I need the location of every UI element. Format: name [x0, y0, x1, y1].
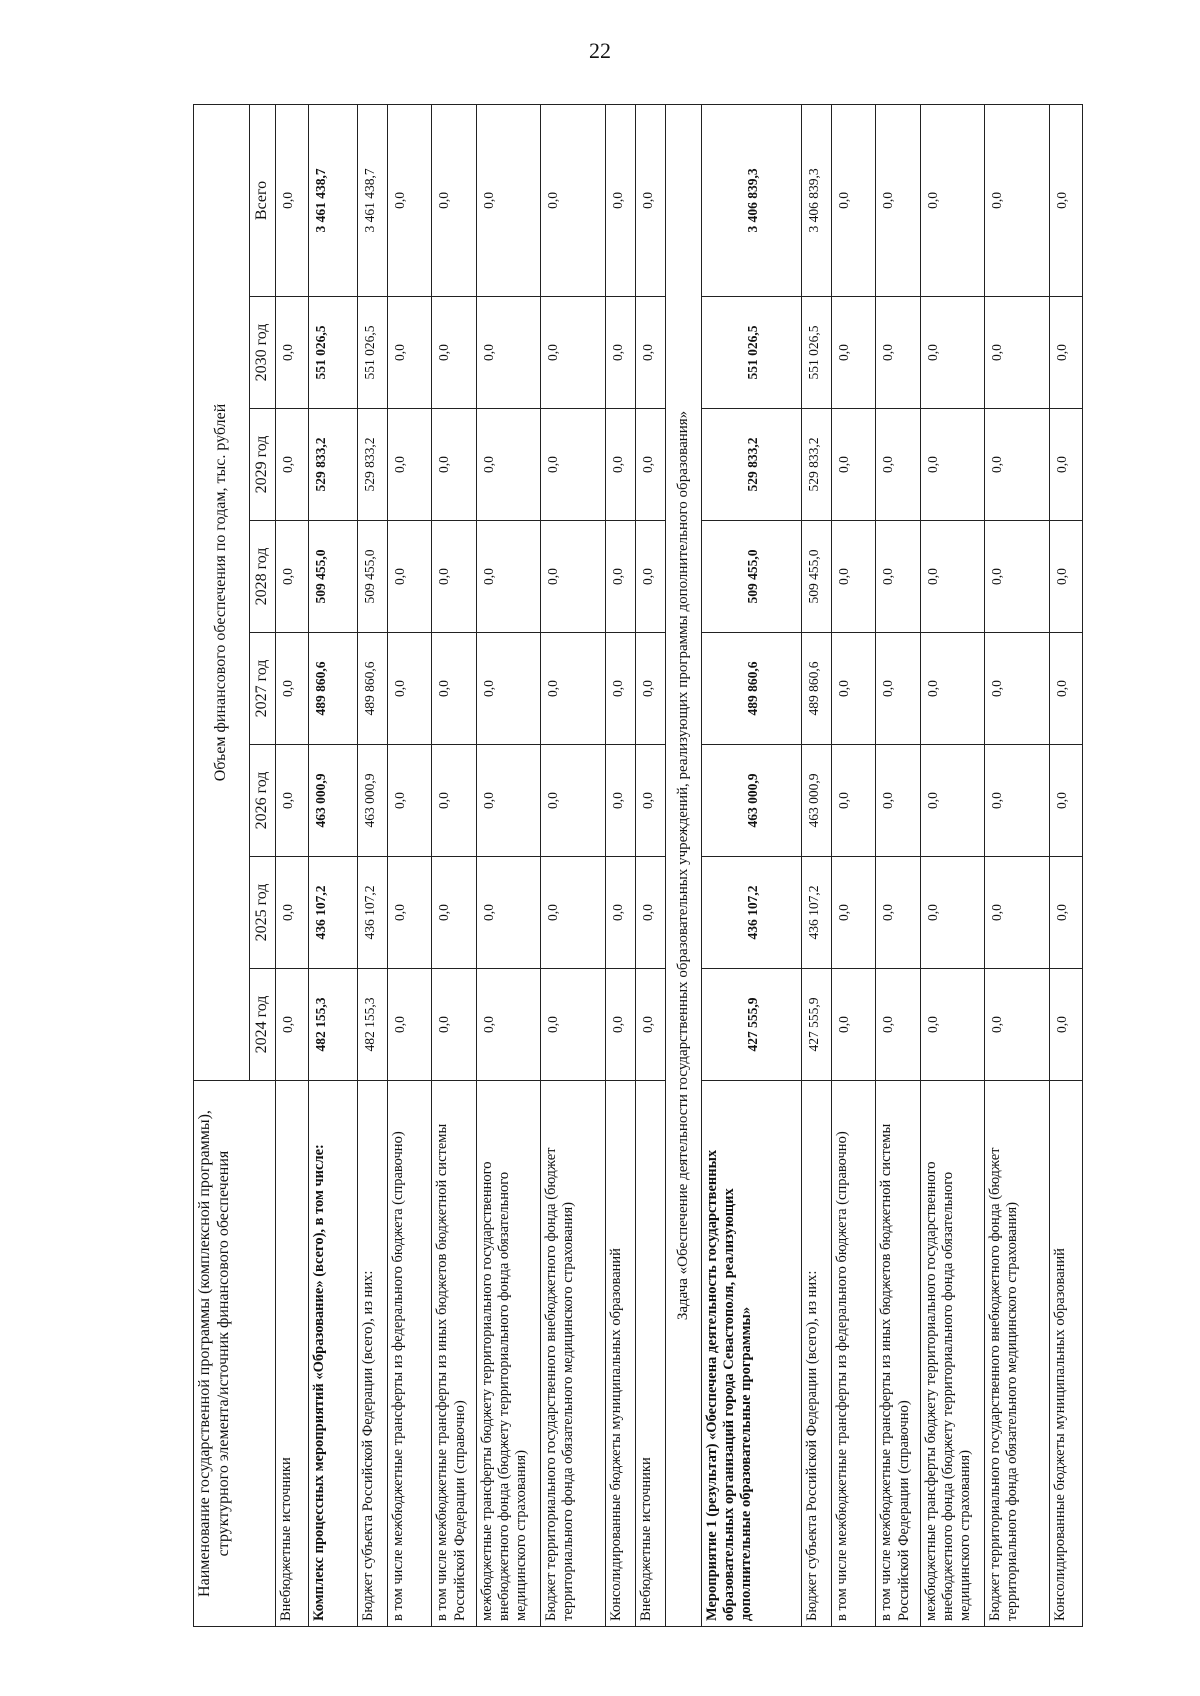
cell-value: 0,0	[605, 104, 635, 296]
table-row	[276, 104, 309, 1626]
row-name: Комплекс процессных мероприятий «Образование» (всего), в том числе:	[309, 1081, 358, 1627]
row-name: межбюджетные трансферты бюджету территориального государственного внебюджетного фонда (бюджету территориального фонда обязательного медицинского страхования)	[920, 1081, 984, 1627]
cell-value: 0,0	[985, 521, 1049, 633]
cell-value: 509 455,0	[309, 521, 358, 633]
header-year: 2025 год	[250, 857, 276, 969]
cell-value: 0,0	[832, 297, 876, 409]
cell-value: 0,0	[1049, 633, 1082, 745]
cell-value: 0,0	[1049, 745, 1082, 857]
table-row	[802, 104, 832, 1626]
cell-value: 0,0	[635, 857, 665, 969]
cell-value: 0,0	[985, 409, 1049, 521]
cell-value: 463 000,9	[702, 745, 802, 857]
table-row	[635, 104, 665, 1626]
row-name: Бюджет территориального государственного внебюджетного фонда (бюджет территориального фонда обязательного медицинского страхования)	[985, 1081, 1049, 1627]
cell-value: 0,0	[1049, 857, 1082, 969]
cell-value: 489 860,6	[358, 633, 388, 745]
cell-value: 482 155,3	[309, 969, 358, 1081]
cell-value: 0,0	[605, 297, 635, 409]
cell-value: 0,0	[920, 104, 984, 296]
cell-value: 0,0	[276, 633, 309, 745]
cell-value: 0,0	[832, 521, 876, 633]
table-row	[432, 104, 476, 1626]
cell-value: 0,0	[541, 857, 605, 969]
cell-value: 0,0	[276, 857, 309, 969]
cell-value: 0,0	[605, 409, 635, 521]
cell-value: 529 833,2	[802, 409, 832, 521]
cell-value: 0,0	[876, 104, 920, 296]
row-name: Консолидированные бюджеты муниципальных образований	[605, 1081, 635, 1627]
header-year: 2029 год	[250, 409, 276, 521]
table-row	[388, 104, 432, 1626]
cell-value: 0,0	[985, 745, 1049, 857]
table-row	[476, 104, 540, 1626]
table-row	[541, 104, 605, 1626]
cell-value: 0,0	[832, 745, 876, 857]
page-number: 22	[589, 38, 611, 63]
cell-value: 0,0	[276, 969, 309, 1081]
row-name: в том числе межбюджетные трансферты из федерального бюджета (справочно)	[388, 1081, 432, 1627]
cell-value: 529 833,2	[309, 409, 358, 521]
row-name: Внебюджетные источники	[635, 1081, 665, 1627]
cell-value: 0,0	[985, 969, 1049, 1081]
cell-value: 0,0	[605, 969, 635, 1081]
rotated-page-content	[193, 105, 1083, 1627]
cell-value: 509 455,0	[358, 521, 388, 633]
task-row	[665, 104, 702, 1626]
cell-value: 509 455,0	[702, 521, 802, 633]
cell-value: 0,0	[541, 521, 605, 633]
cell-value: 0,0	[432, 104, 476, 296]
header-year: 2024 год	[250, 969, 276, 1081]
cell-value: 0,0	[476, 969, 540, 1081]
cell-value: 0,0	[432, 409, 476, 521]
cell-value: 463 000,9	[802, 745, 832, 857]
cell-value: 0,0	[276, 521, 309, 633]
cell-value: 0,0	[476, 521, 540, 633]
cell-value: 0,0	[635, 409, 665, 521]
table-row	[309, 104, 358, 1626]
cell-value: 0,0	[920, 969, 984, 1081]
cell-value: 0,0	[832, 633, 876, 745]
table-row	[702, 104, 802, 1626]
cell-value: 551 026,5	[358, 297, 388, 409]
cell-value: 0,0	[541, 297, 605, 409]
cell-value: 0,0	[476, 745, 540, 857]
cell-value: 0,0	[920, 633, 984, 745]
cell-value: 0,0	[388, 521, 432, 633]
cell-value: 0,0	[432, 521, 476, 633]
header-year: 2028 год	[250, 521, 276, 633]
cell-value: 0,0	[605, 521, 635, 633]
cell-value: 3 461 438,7	[358, 104, 388, 296]
row-name: Внебюджетные источники	[276, 1081, 309, 1627]
row-name: Консолидированные бюджеты муниципальных образований	[1049, 1081, 1082, 1627]
table-row	[1049, 104, 1082, 1626]
table-row	[605, 104, 635, 1626]
cell-value: 0,0	[635, 521, 665, 633]
row-name: в том числе межбюджетные трансферты из иных бюджетов бюджетной системы Российской Федерации (справочно)	[432, 1081, 476, 1627]
cell-value: 0,0	[388, 633, 432, 745]
cell-value: 529 833,2	[358, 409, 388, 521]
cell-value: 482 155,3	[358, 969, 388, 1081]
cell-value: 0,0	[1049, 521, 1082, 633]
table-row	[832, 104, 876, 1626]
header-year: 2027 год	[250, 633, 276, 745]
cell-value: 0,0	[920, 297, 984, 409]
cell-value: 0,0	[985, 857, 1049, 969]
cell-value: 0,0	[432, 745, 476, 857]
cell-value: 0,0	[476, 857, 540, 969]
cell-value: 0,0	[876, 857, 920, 969]
task-title: Задача «Обеспечение деятельности государственных образовательных учреждений, реализующих программы дополнительного образования»	[665, 104, 702, 1626]
cell-value: 0,0	[985, 104, 1049, 296]
cell-value: 0,0	[476, 297, 540, 409]
cell-value: 463 000,9	[309, 745, 358, 857]
cell-value: 0,0	[276, 745, 309, 857]
cell-value: 0,0	[1049, 104, 1082, 296]
cell-value: 0,0	[541, 104, 605, 296]
cell-value: 0,0	[1049, 297, 1082, 409]
cell-value: 0,0	[832, 409, 876, 521]
cell-value: 0,0	[388, 745, 432, 857]
row-name: Бюджет субъекта Российской Федерации (всего), из них:	[358, 1081, 388, 1627]
cell-value: 436 107,2	[309, 857, 358, 969]
cell-value: 0,0	[276, 104, 309, 296]
cell-value: 0,0	[876, 409, 920, 521]
cell-value: 0,0	[832, 104, 876, 296]
cell-value: 551 026,5	[702, 297, 802, 409]
header-year: 2030 год	[250, 297, 276, 409]
table-row	[358, 104, 388, 1626]
cell-value: 0,0	[605, 745, 635, 857]
cell-value: 0,0	[388, 297, 432, 409]
cell-value: 0,0	[432, 857, 476, 969]
cell-value: 0,0	[635, 745, 665, 857]
cell-value: 0,0	[388, 104, 432, 296]
cell-value: 427 555,9	[702, 969, 802, 1081]
cell-value: 0,0	[541, 409, 605, 521]
cell-value: 3 406 839,3	[802, 104, 832, 296]
cell-value: 0,0	[635, 297, 665, 409]
cell-value: 529 833,2	[702, 409, 802, 521]
cell-value: 489 860,6	[702, 633, 802, 745]
row-name: Бюджет субъекта Российской Федерации (всего), из них:	[802, 1081, 832, 1627]
cell-value: 0,0	[432, 969, 476, 1081]
cell-value: 427 555,9	[802, 969, 832, 1081]
table-row	[876, 104, 920, 1626]
table-row	[985, 104, 1049, 1626]
header-name-column: Наименование государственной программы (комплексной программы), структурного элемента/источник финансового обеспечения	[194, 1081, 276, 1627]
cell-value: 0,0	[876, 969, 920, 1081]
table-row	[920, 104, 984, 1626]
cell-value: 0,0	[876, 633, 920, 745]
cell-value: 0,0	[388, 409, 432, 521]
header-year: 2026 год	[250, 745, 276, 857]
cell-value: 0,0	[635, 969, 665, 1081]
cell-value: 0,0	[635, 104, 665, 296]
cell-value: 0,0	[920, 857, 984, 969]
row-name: Бюджет территориального государственного внебюджетного фонда (бюджет территориального фонда обязательного медицинского страхования)	[541, 1081, 605, 1627]
cell-value: 436 107,2	[802, 857, 832, 969]
cell-value: 0,0	[605, 857, 635, 969]
header-volume-group: Объем финансового обеспечения по годам, тыс. рублей	[194, 104, 250, 1080]
row-name: межбюджетные трансферты бюджету территориального государственного внебюджетного фонда (бюджету территориального фонда обязательного медицинского страхования)	[476, 1081, 540, 1627]
cell-value: 0,0	[388, 857, 432, 969]
cell-value: 463 000,9	[358, 745, 388, 857]
cell-value: 0,0	[985, 633, 1049, 745]
cell-value: 489 860,6	[802, 633, 832, 745]
cell-value: 0,0	[876, 745, 920, 857]
cell-value: 0,0	[832, 857, 876, 969]
cell-value: 0,0	[1049, 969, 1082, 1081]
cell-value: 0,0	[920, 745, 984, 857]
cell-value: 0,0	[832, 969, 876, 1081]
cell-value: 0,0	[276, 297, 309, 409]
cell-value: 0,0	[432, 633, 476, 745]
cell-value: 0,0	[1049, 409, 1082, 521]
cell-value: 3 461 438,7	[309, 104, 358, 296]
row-name: Мероприятие 1 (результат) «Обеспечена деятельность государственных образовательных организаций города Севастополя, реализующих дополнительные образовательные программы»	[702, 1081, 802, 1627]
cell-value: 0,0	[432, 297, 476, 409]
cell-value: 0,0	[541, 633, 605, 745]
cell-value: 551 026,5	[309, 297, 358, 409]
cell-value: 436 107,2	[702, 857, 802, 969]
row-name: в том числе межбюджетные трансферты из федерального бюджета (справочно)	[832, 1081, 876, 1627]
cell-value: 0,0	[605, 633, 635, 745]
cell-value: 0,0	[985, 297, 1049, 409]
cell-value: 509 455,0	[802, 521, 832, 633]
financing-table	[193, 104, 1083, 1627]
cell-value: 489 860,6	[309, 633, 358, 745]
cell-value: 0,0	[276, 409, 309, 521]
cell-value: 551 026,5	[802, 297, 832, 409]
cell-value: 0,0	[920, 409, 984, 521]
cell-value: 0,0	[541, 745, 605, 857]
cell-value: 0,0	[476, 409, 540, 521]
cell-value: 3 406 839,3	[702, 104, 802, 296]
cell-value: 0,0	[635, 633, 665, 745]
cell-value: 0,0	[876, 521, 920, 633]
cell-value: 0,0	[541, 969, 605, 1081]
cell-value: 0,0	[476, 633, 540, 745]
cell-value: 436 107,2	[358, 857, 388, 969]
header-year: Всего	[250, 104, 276, 296]
cell-value: 0,0	[476, 104, 540, 296]
row-name: в том числе межбюджетные трансферты из иных бюджетов бюджетной системы Российской Федерации (справочно)	[876, 1081, 920, 1627]
cell-value: 0,0	[920, 521, 984, 633]
cell-value: 0,0	[876, 297, 920, 409]
cell-value: 0,0	[388, 969, 432, 1081]
